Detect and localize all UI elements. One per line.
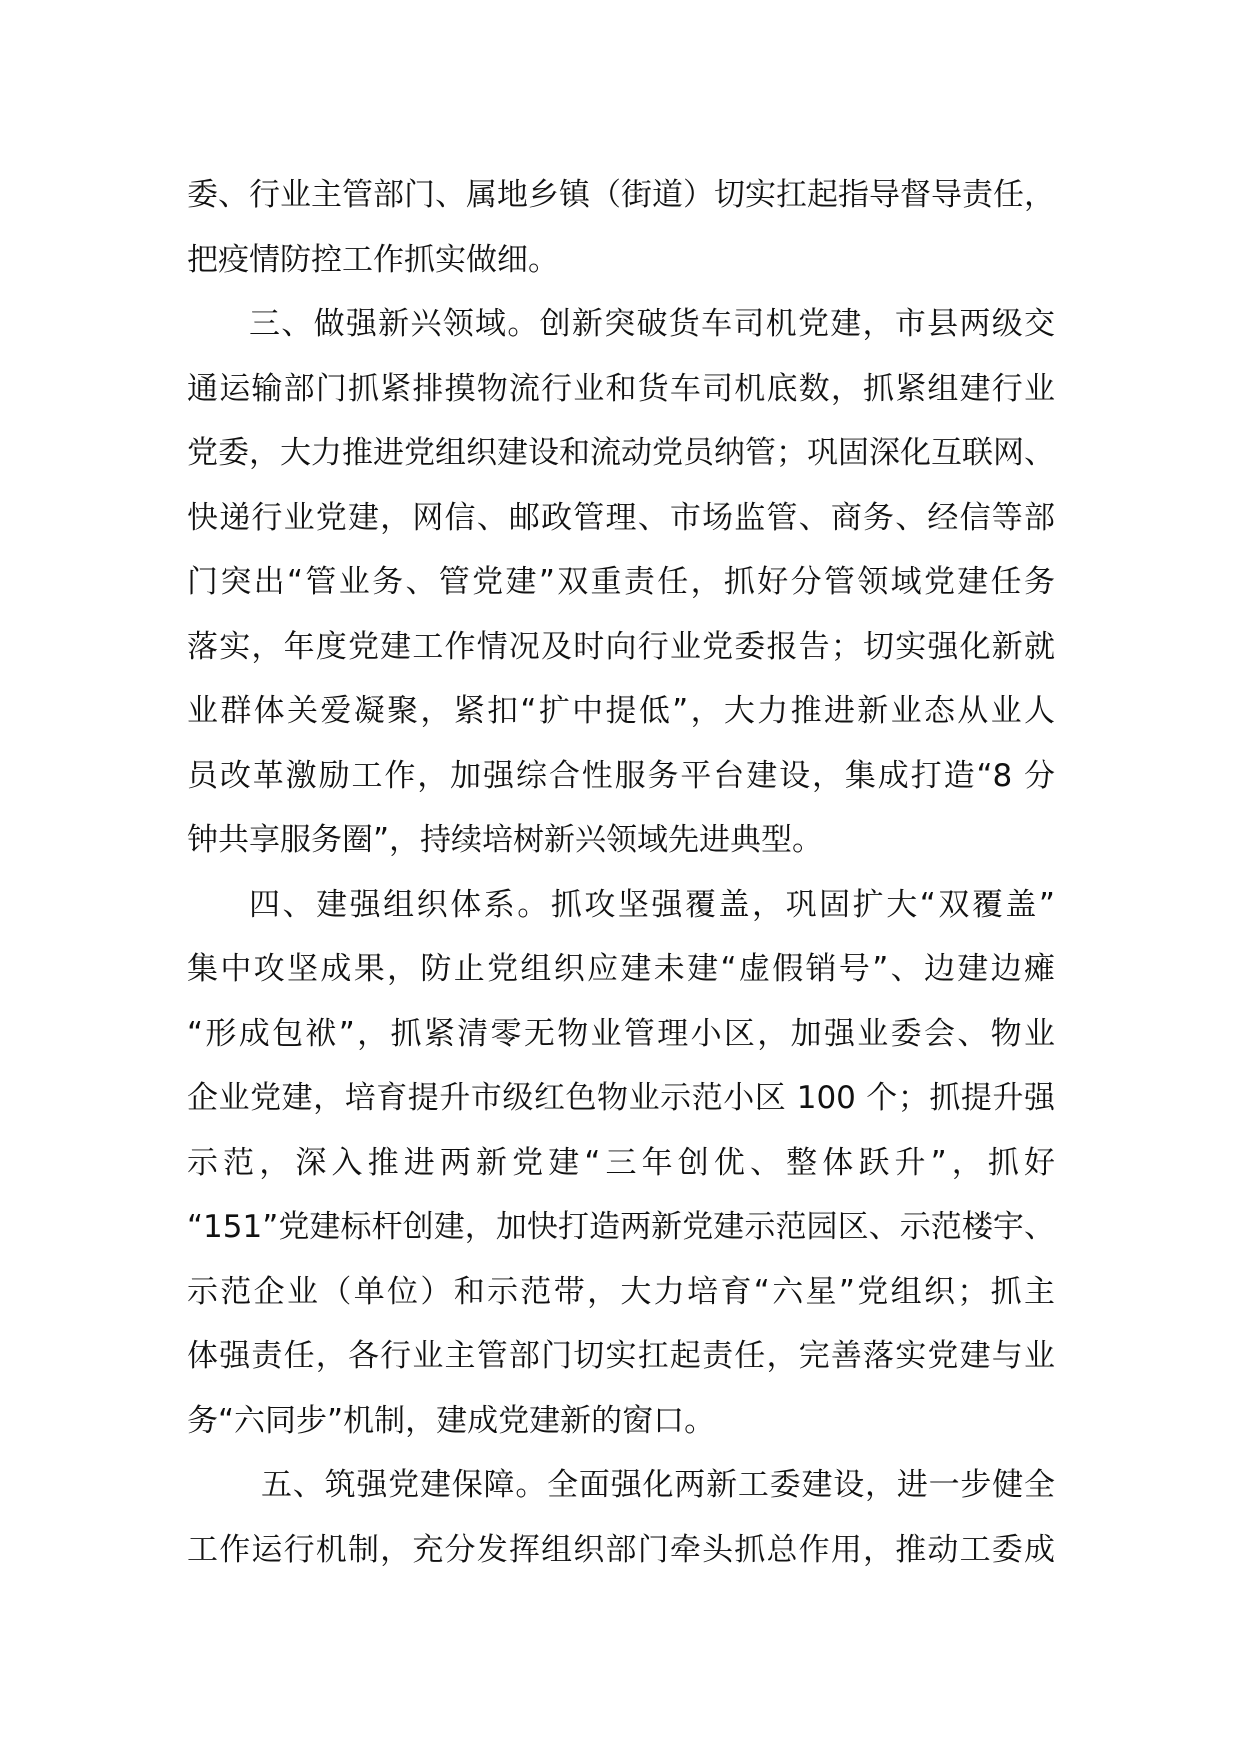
- text-line: 门突出“管业务、管党建”双重责任，抓好分管领域党建任务: [187, 564, 1055, 600]
- text-line: “151”党建标杆创建，加快打造两新党建示范园区、示范楼宇、: [187, 1209, 1055, 1245]
- text-line: 企业党建，培育提升市级红色物业示范小区 100 个；抓提升强: [187, 1080, 1055, 1116]
- text-line: 体强责任，各行业主管部门切实扛起责任，完善落实党建与业: [187, 1338, 1055, 1374]
- text-line: 四、建强组织体系。抓攻坚强覆盖，巩固扩大“双覆盖”: [249, 886, 1055, 923]
- text-line: “形成包袱”，抓紧清零无物业管理小区，加强业委会、物业: [187, 1015, 1055, 1052]
- text-line: 委、行业主管部门、属地乡镇（街道）切实扛起指导督导责任，: [187, 177, 1055, 213]
- text-line: 落实，年度党建工作情况及时向行业党委报告；切实强化新就: [187, 628, 1055, 665]
- text-line: 示范企业（单位）和示范带，大力培育“六星”党组织；抓主: [187, 1273, 1055, 1310]
- text-line: 业群体关爱凝聚，紧扣“扩中提低”，大力推进新业态从业人: [187, 693, 1055, 729]
- text-line: 党委，大力推进党组织建设和流动党员纳管；巩固深化互联网、: [187, 435, 1055, 471]
- document-body: [187, 163, 1055, 1582]
- text-line: 快递行业党建，网信、邮政管理、市场监管、商务、经信等部: [187, 499, 1055, 536]
- text-line: 钟共享服务圈”，持续培树新兴领域先进典型。: [187, 822, 824, 858]
- text-line: 示范，深入推进两新党建“三年创优、整体跃升”，抓好: [187, 1144, 1055, 1181]
- text-line: 把疫情防控工作抓实做细。: [187, 241, 559, 278]
- text-line: 通运输部门抓紧排摸物流行业和货车司机底数，抓紧组建行业: [187, 370, 1055, 407]
- text-line: 五、筑强党建保障。全面强化两新工委建设，进一步健全: [261, 1467, 1055, 1503]
- text-line: 工作运行机制，充分发挥组织部门牵头抓总作用，推动工委成: [187, 1531, 1055, 1568]
- text-line: 三、做强新兴领域。创新突破货车司机党建，市县两级交: [249, 306, 1055, 342]
- text-line: 务“六同步”机制，建成党建新的窗口。: [187, 1402, 716, 1439]
- text-line: 员改革激励工作，加强综合性服务平台建设，集成打造“8 分: [187, 757, 1055, 794]
- text-line: 集中攻坚成果，防止党组织应建未建“虚假销号”、边建边瘫: [187, 951, 1055, 987]
